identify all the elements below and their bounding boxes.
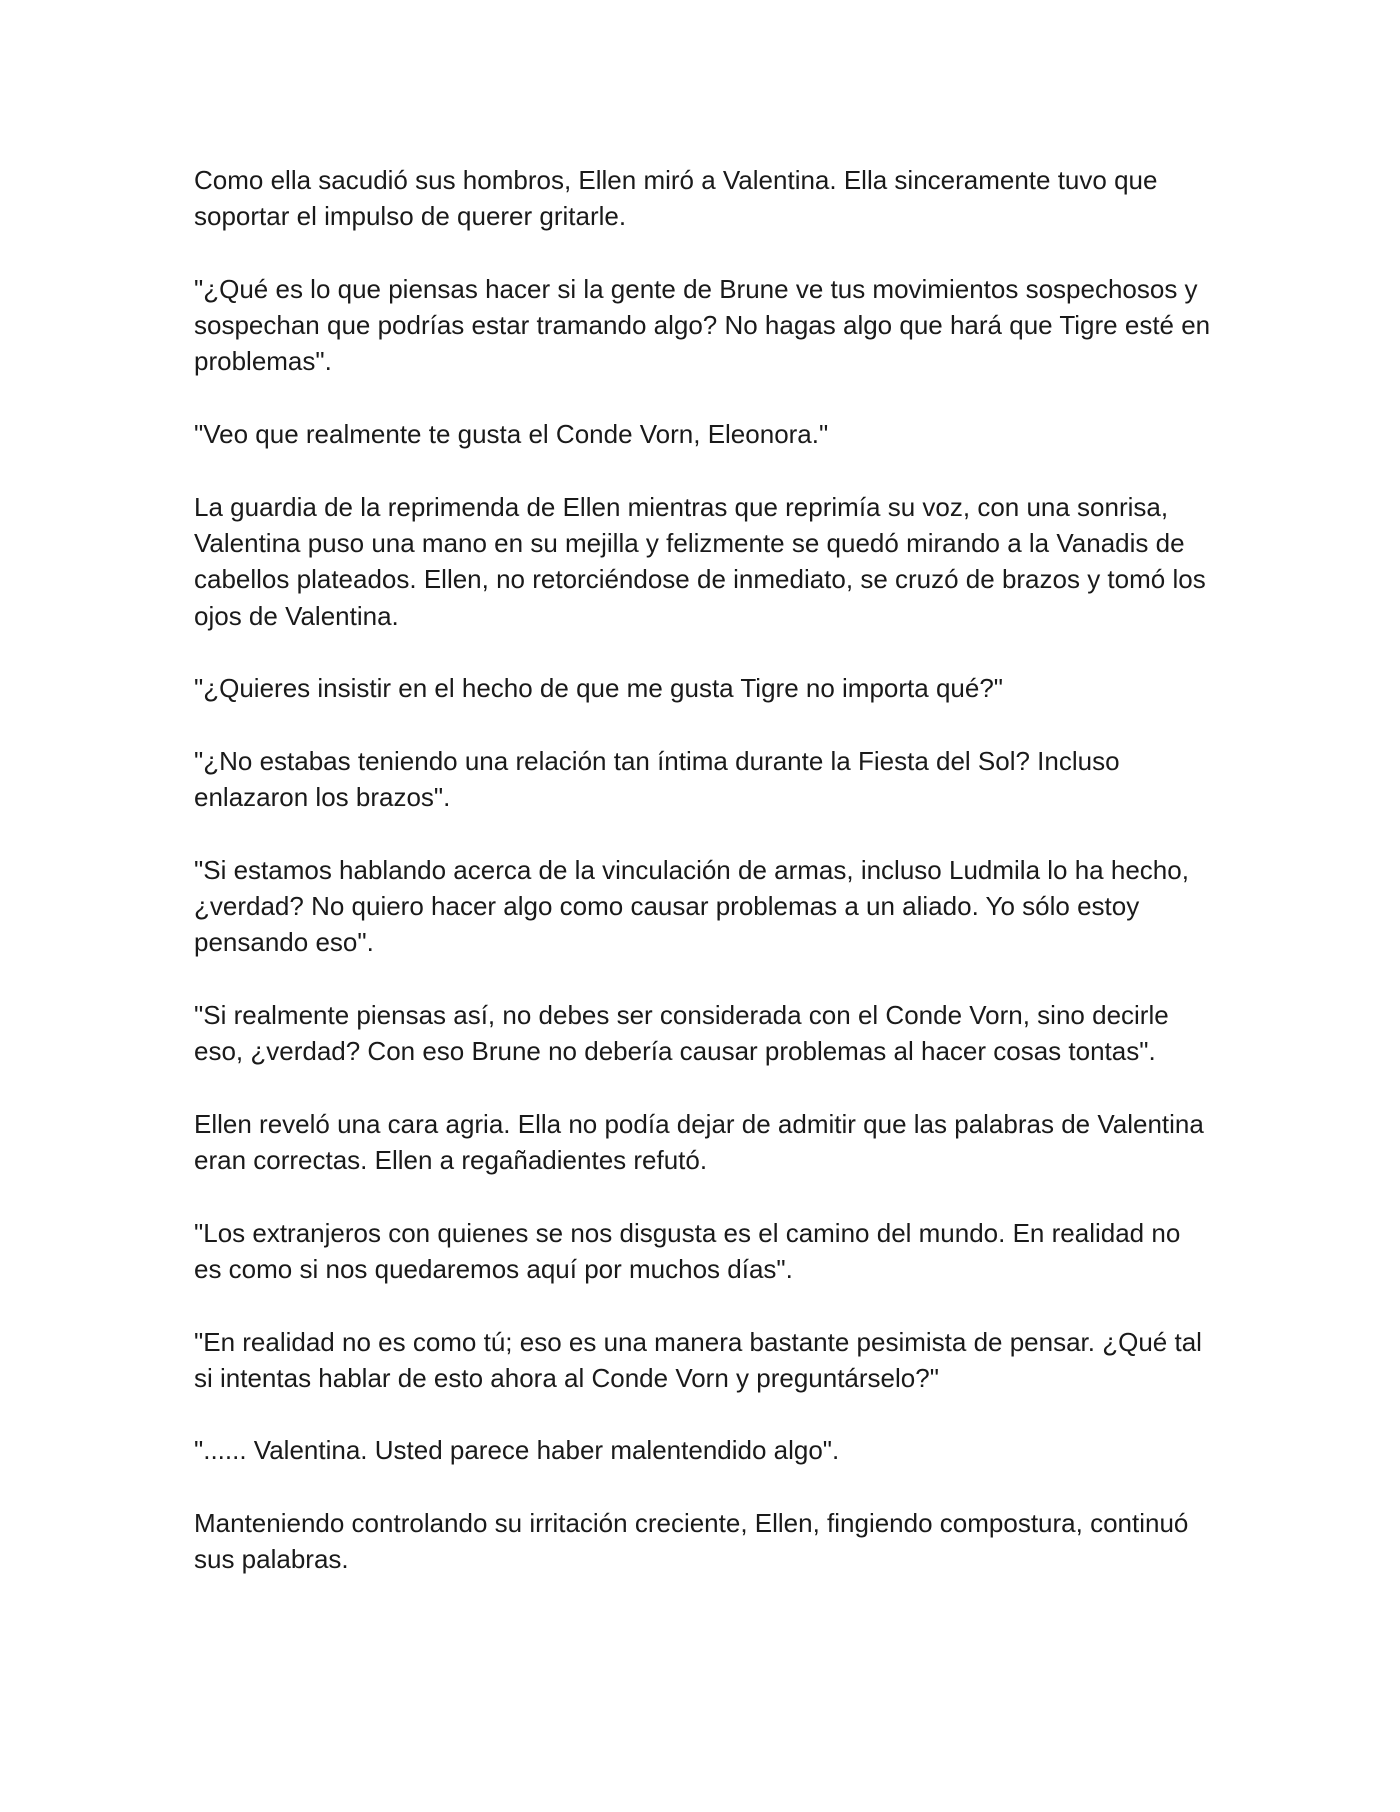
paragraph: "Si estamos hablando acerca de la vinculación de armas, incluso Ludmila lo ha hecho, ¿verdad? No quiero hacer algo como causar problemas a un aliado. Yo sólo estoy pensando eso". <box>194 854 1189 958</box>
paragraph: "Los extranjeros con quienes se nos disgusta es el camino del mundo. En realidad no es como si nos quedaremos aquí por muchos días". <box>194 1217 1181 1284</box>
paragraph: "Si realmente piensas así, no debes ser considerada con el Conde Vorn, sino decirle eso, ¿verdad? Con eso Brune no debería causar problemas al hacer cosas tontas". <box>194 999 1169 1067</box>
paragraph: "¿Qué es lo que piensas hacer si la gente de Brune ve tus movimientos sospechosos y sospechan que podrías estar tramando algo? No hagas algo que hará que Tigre esté en problemas". <box>194 273 1211 377</box>
paragraph: "¿Quieres insistir en el hecho de que me gusta Tigre no importa qué?" <box>194 673 1004 704</box>
paragraph: La guardia de la reprimenda de Ellen mientras que reprimía su voz, con una sonrisa, Valentina puso una mano en su mejilla y felizmente se quedó mirando a la Vanadis de cabellos plateados. Ellen, no retorciéndose de inmediato, se cruzó de brazos y tomó los ojos de Valentina. <box>194 491 1206 631</box>
paragraph: "¿No estabas teniendo una relación tan íntima durante la Fiesta del Sol? Incluso enlazaron los brazos". <box>194 745 1120 813</box>
paragraph: Como ella sacudió sus hombros, Ellen miró a Valentina. Ella sinceramente tuvo que soportar el impulso de querer gritarle. <box>194 165 1158 232</box>
paragraph: Ellen reveló una cara agria. Ella no podía dejar de admitir que las palabras de Valentina eran correctas. Ellen a regañadientes refutó. <box>194 1108 1204 1176</box>
paragraph: Manteniendo controlando su irritación creciente, Ellen, fingiendo compostura, continuó sus palabras. <box>194 1507 1189 1575</box>
paragraph: "...... Valentina. Usted parece haber malentendido algo". <box>194 1435 840 1466</box>
paragraph: "En realidad no es como tú; eso es una manera bastante pesimista de pensar. ¿Qué tal si intentas hablar de esto ahora al Conde Vorn y preguntárselo?" <box>194 1326 1202 1393</box>
document-body <box>194 162 1214 1614</box>
paragraph: "Veo que realmente te gusta el Conde Vorn, Eleonora." <box>194 419 829 450</box>
